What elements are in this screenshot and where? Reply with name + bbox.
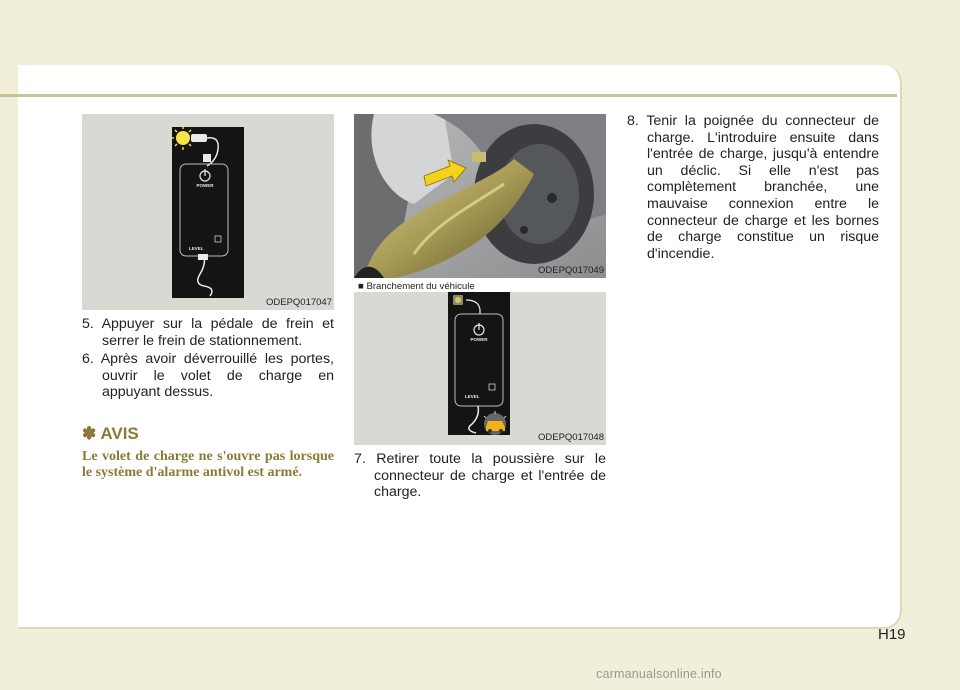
figure-code: ODEPQ017048 xyxy=(537,432,604,443)
step-text: Tenir la poignée du connecteur de charge. L'introduire ensuite dans l'entrée de charge, jusqu'à entendre un déclic. Si elle n'est pas complètement branchée, une mauvaise connexion entre le connecteur de charge et les bornes de charge constitue un risque d'incendie. xyxy=(646,113,880,262)
notice-text: Le volet de charge ne s'ouvre pas lorsque le système d'alarme antivol est armé. xyxy=(82,449,334,481)
connector-illustration xyxy=(354,114,606,278)
charger-status-illustration xyxy=(354,292,606,445)
figure-charger-status xyxy=(354,292,606,445)
notice-title-text: AVIS xyxy=(100,424,139,443)
notice-title xyxy=(82,424,139,444)
figure-charger-unit xyxy=(82,114,334,310)
step-5 xyxy=(82,316,334,349)
step-number: 5. xyxy=(82,316,94,332)
notice-symbol-icon: ✽ xyxy=(82,424,97,443)
figure-code: ODEPQ017049 xyxy=(537,265,604,276)
power-label: POWER xyxy=(470,337,488,342)
charger-illustration xyxy=(82,114,334,310)
header-rule xyxy=(0,94,897,97)
step-6 xyxy=(82,351,334,401)
step-number: 6. xyxy=(82,351,94,367)
step-text: Après avoir déverrouillé les portes, ouvrir le volet de charge en appuyant dessus. xyxy=(100,351,334,401)
step-text: Retirer toute la poussière sur le connecteur de charge et l'entrée de charge. xyxy=(374,451,606,501)
figure-code: ODEPQ017047 xyxy=(265,297,332,308)
page-number: H19 xyxy=(878,626,906,643)
level-label: LEVEL xyxy=(465,394,480,399)
step-7 xyxy=(354,451,606,501)
step-number: 8. xyxy=(627,113,639,129)
power-label: POWER xyxy=(196,183,214,188)
step-text: Appuyer sur la pédale de frein et serrer le frein de stationnement. xyxy=(101,316,334,349)
watermark[interactable]: carmanualsonline.info xyxy=(596,667,722,681)
step-number: 7. xyxy=(354,451,366,467)
figure-vehicle-connection xyxy=(354,114,606,278)
step-8 xyxy=(627,113,879,262)
figure-caption: ■ Branchement du véhicule xyxy=(358,281,475,292)
level-label: LEVEL xyxy=(189,246,204,251)
